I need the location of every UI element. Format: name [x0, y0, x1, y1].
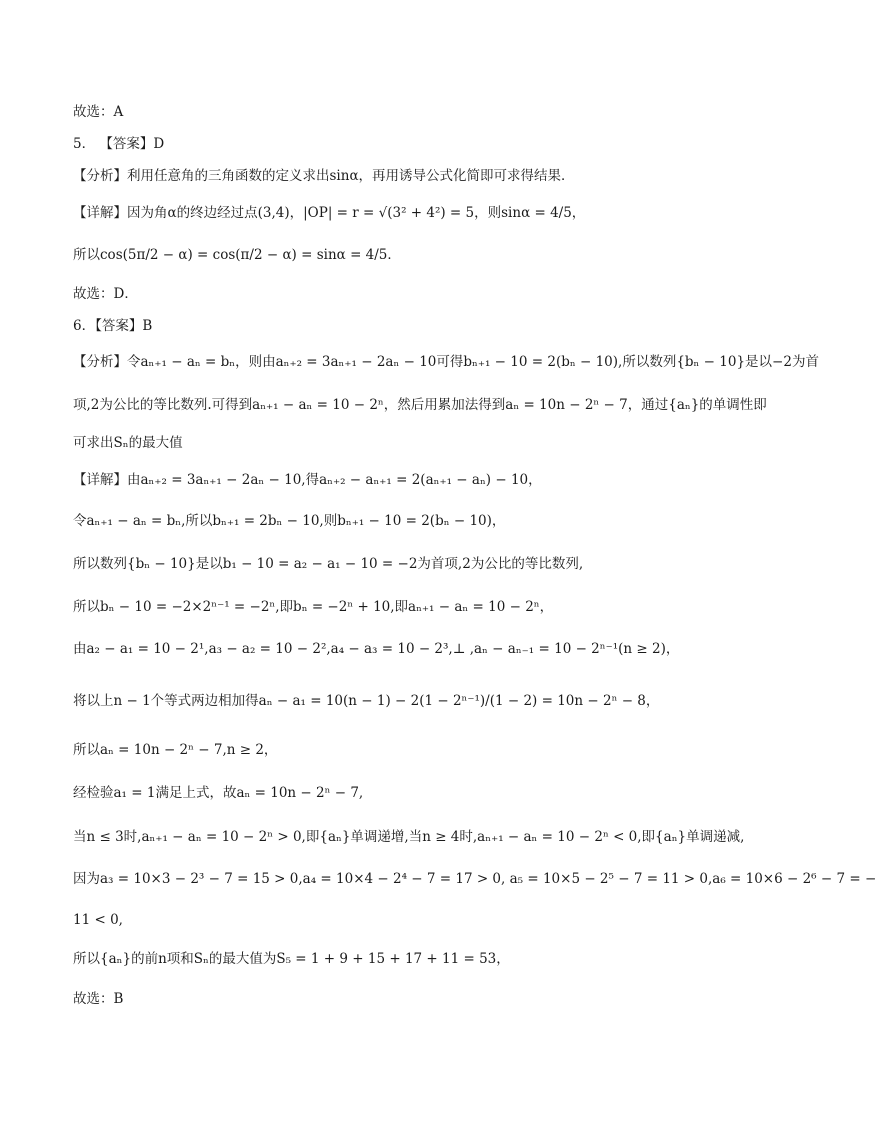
text-line-choice-b: 故选：B — [73, 991, 124, 1007]
text-line-q6-detail-10: 因为a₃ = 10×3 − 2³ − 7 = 15 > 0,a₄ = 10×4 − 2⁴ − 7 = 17 > 0, a₅ = 10×5 − 2⁵ − 7 = 11 > 0,a₆ = 10×6 − 2⁶ − 7 = − — [73, 871, 876, 887]
text-line-q6-answer: 6．【答案】B — [73, 318, 153, 334]
text-line-q6-analysis-1: 【分析】令aₙ₊₁ − aₙ = bₙ，则由aₙ₊₂ = 3aₙ₊₁ − 2aₙ − 10可得bₙ₊₁ − 10 = 2(bₙ − 10),所以数列{bₙ − 10}是以−2为首 — [73, 354, 819, 370]
text-line-q6-detail-7: 所以aₙ = 10n − 2ⁿ − 7,n ≥ 2， — [73, 742, 278, 758]
text-line-q5-analysis: 【分析】利用任意角的三角函数的定义求出sinα，再用诱导公式化简即可求得结果． — [73, 168, 575, 184]
text-line-q6-detail-2: 令aₙ₊₁ − aₙ = bₙ,所以bₙ₊₁ = 2bₙ − 10,则bₙ₊₁ − 10 = 2(bₙ − 10)， — [73, 513, 506, 529]
text-line-choice-a: 故选：A — [73, 104, 124, 120]
text-line-q5-detail: 【详解】因为角α的终边经过点(3,4)，|OP| = r = √(3² + 4²) = 5，则sinα = 4/5， — [73, 205, 586, 221]
text-line-q6-detail-12: 所以{aₙ}的前n项和Sₙ的最大值为S₅ = 1 + 9 + 15 + 17 + 11 = 53， — [73, 951, 510, 967]
text-line-q6-detail-8: 经检验a₁ = 1满足上式，故aₙ = 10n − 2ⁿ − 7, — [73, 785, 364, 801]
text-line-q6-detail-6: 将以上n − 1个等式两边相加得aₙ − a₁ = 10(n − 1) − 2(1 − 2ⁿ⁻¹)/(1 − 2) = 10n − 2ⁿ − 8， — [73, 693, 660, 709]
text-line-q6-detail-3: 所以数列{bₙ − 10}是以b₁ − 10 = a₂ − a₁ − 10 = −2为首项,2为公比的等比数列, — [73, 556, 584, 572]
text-line-q5-answer: 5． 【答案】D — [73, 136, 165, 152]
text-line-q6-analysis-2: 项,2为公比的等比数列.可得到aₙ₊₁ − aₙ = 10 − 2ⁿ，然后用累加法得到aₙ = 10n − 2ⁿ − 7，通过{aₙ}的单调性即 — [73, 397, 767, 413]
text-line-q6-detail-1: 【详解】由aₙ₊₂ = 3aₙ₊₁ − 2aₙ − 10,得aₙ₊₂ − aₙ₊₁ = 2(aₙ₊₁ − aₙ) − 10， — [73, 472, 542, 488]
text-line-q6-detail-5: 由a₂ − a₁ = 10 − 2¹,a₃ − a₂ = 10 − 2²,a₄ − a₃ = 10 − 2³,⊥ ,aₙ − aₙ₋₁ = 10 − 2ⁿ⁻¹(n ≥ 2)， — [73, 641, 680, 657]
text-line-q6-detail-9: 当n ≤ 3时,aₙ₊₁ − aₙ = 10 − 2ⁿ > 0,即{aₙ}单调递增,当n ≥ 4时,aₙ₊₁ − aₙ = 10 − 2ⁿ < 0,即{aₙ}单调递减, — [73, 829, 745, 845]
text-line-choice-d: 故选：D． — [73, 286, 138, 302]
text-line-q6-detail-4: 所以bₙ − 10 = −2×2ⁿ⁻¹ = −2ⁿ,即bₙ = −2ⁿ + 10,即aₙ₊₁ − aₙ = 10 − 2ⁿ， — [73, 599, 554, 615]
text-line-q5-result: 所以cos(5π/2 − α) = cos(π/2 − α) = sinα = 4/5． — [73, 247, 401, 263]
text-line-q6-detail-11: 11 < 0, — [73, 912, 123, 928]
text-line-q6-analysis-3: 可求出Sₙ的最大值 — [73, 435, 183, 451]
